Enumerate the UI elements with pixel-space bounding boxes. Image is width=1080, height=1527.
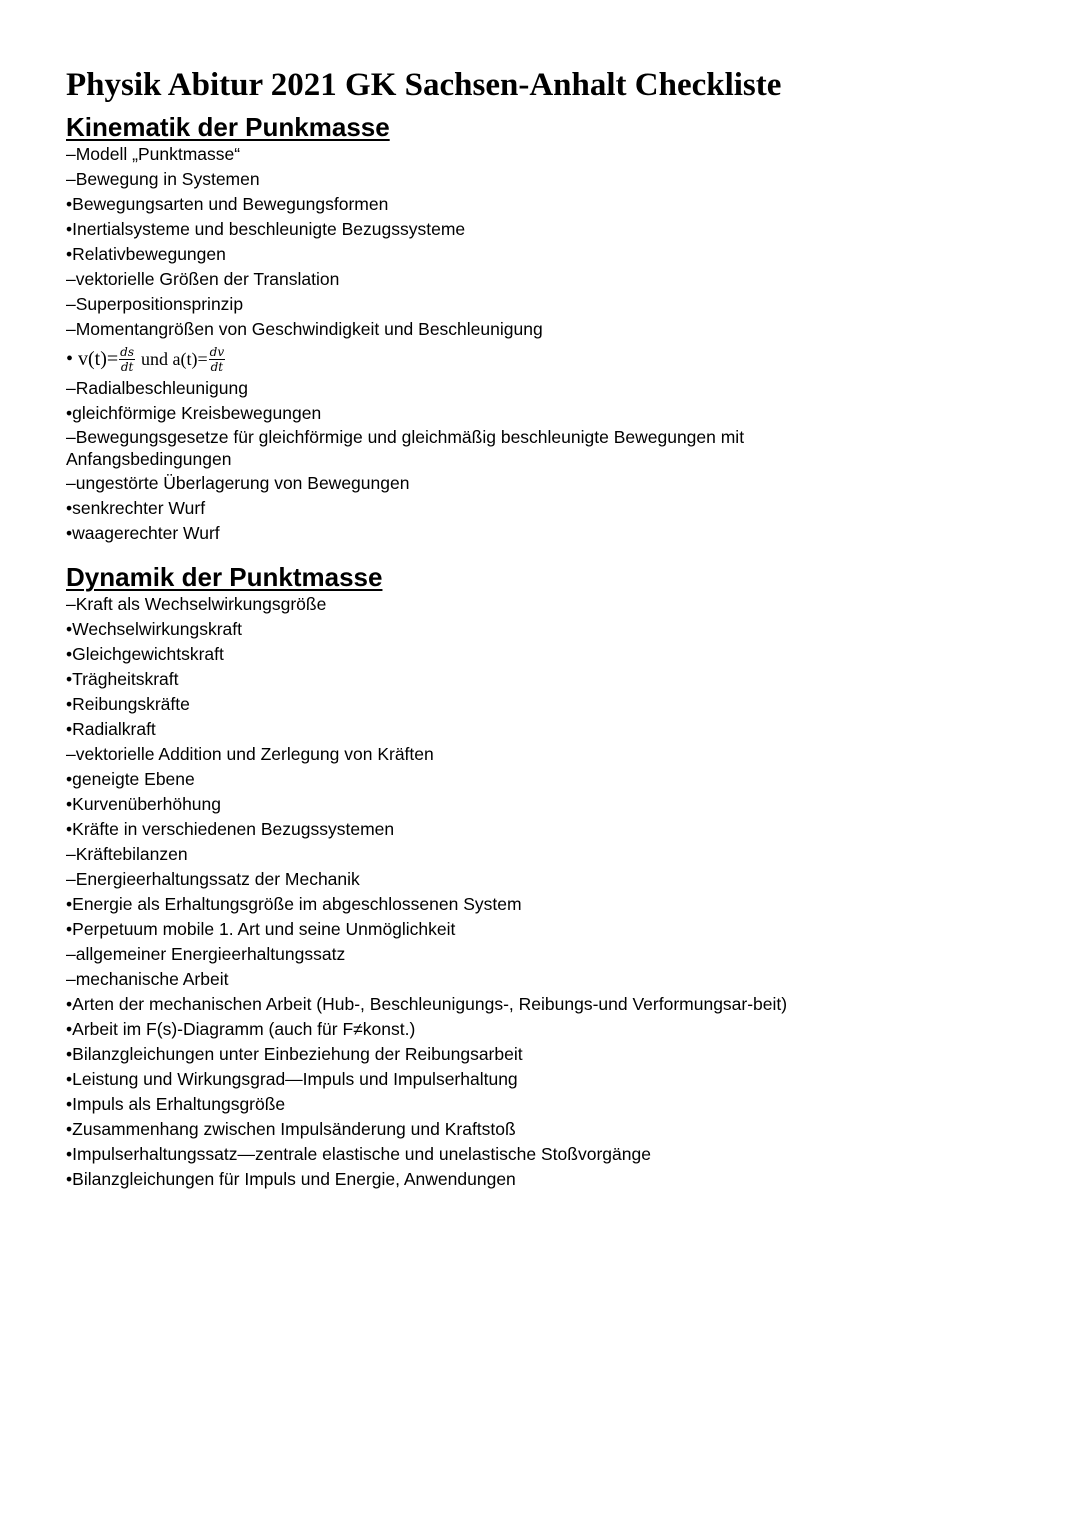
fraction-ds-numerator: ds [120,344,135,359]
section-kinematik [66,112,1056,546]
checklist-item-text: Bewegungsgesetze für gleichförmige und gleichmäßig beschleunigte Bewegungen mit Anfangsbedingungen [66,427,745,469]
list-marker: – [66,427,76,447]
list-marker: • [66,1119,73,1139]
document-title: Physik Abitur 2021 GK Sachsen-Anhalt Checkliste [66,67,782,103]
checklist-item [66,496,1056,521]
list-marker: – [66,969,76,989]
checklist-item-text: vektorielle Addition und Zerlegung von Kräften [75,744,434,764]
checklist-item-text: Kräftebilanzen [75,844,188,864]
checklist-item-text: Radialbeschleunigung [75,378,248,398]
checklist-item [66,942,1056,967]
list-marker: – [66,594,76,614]
checklist-item-text: Leistung und Wirkungsgrad—Impuls und Impulserhaltung [72,1069,518,1089]
checklist-item-text: Reibungskräfte [72,694,190,714]
list-marker: • [66,1169,73,1189]
checklist-item-text: Relativbewegungen [72,244,226,264]
checklist-item [66,292,1056,317]
checklist-item [66,376,1056,401]
checklist-item-text: vektorielle Größen der Translation [75,269,340,289]
list-marker: • [66,523,73,543]
list-marker: – [66,169,76,189]
checklist-item-text: geneigte Ebene [72,769,195,789]
checklist-item [66,617,1056,642]
velocity-acceleration-formula [66,342,1056,376]
checklist-item-text: Kräfte in verschiedenen Bezugssystemen [72,819,395,839]
checklist-item [66,692,1056,717]
checklist-item [66,642,1056,667]
checklist-item-text: Bilanzgleichungen für Impuls und Energie, Anwendungen [72,1169,516,1189]
checklist-item [66,667,1056,692]
checklist-item [66,142,1056,167]
checklist-item [66,521,1056,546]
fraction-dv-numerator: dv [209,344,225,359]
list-marker: • [66,244,73,264]
list-marker: • [66,994,73,1014]
checklist-item [66,242,1056,267]
checklist-item-text: Gleichgewichtskraft [72,644,224,664]
fraction-dv-denominator: dt [210,359,224,374]
section-heading-dynamik: Dynamik der Punktmasse [66,562,383,592]
checklist-item [66,767,1056,792]
checklist-item-text: Bilanzgleichungen unter Einbeziehung der Reibungsarbeit [72,1044,523,1064]
checklist-item [66,1167,1056,1192]
checklist-item-text: Wechselwirkungskraft [72,619,243,639]
list-marker: • [66,644,73,664]
list-marker: • [66,819,73,839]
checklist-item [66,471,1056,496]
checklist-item [66,1042,1056,1067]
checklist-item-text: ungestörte Überlagerung von Bewegungen [75,473,410,493]
list-marker: – [66,744,76,764]
list-marker: – [66,378,76,398]
fraction-ds-dt [119,346,135,373]
checklist-item-text: Superpositionsprinzip [75,294,244,314]
checklist-item-text: Trägheitskraft [72,669,179,689]
list-marker: • [66,619,73,639]
checklist-item [66,892,1056,917]
list-marker: • [66,1094,73,1114]
list-marker: – [66,144,76,164]
list-marker: • [66,669,73,689]
formula-connector: und a(t)= [141,349,208,369]
checklist-item-text: allgemeiner Energieerhaltungssatz [75,944,346,964]
checklist-kinematik-part-a [66,142,1056,342]
checklist-item-text: Energie als Erhaltungsgröße im abgeschlossenen System [72,894,522,914]
list-marker: – [66,319,76,339]
list-marker: • [66,769,73,789]
list-marker: – [66,269,76,289]
checklist-item-text: Kurvenüberhöhung [72,794,222,814]
list-marker: • [66,1069,73,1089]
list-marker: • [66,1044,73,1064]
list-marker: • [66,194,73,214]
list-marker: – [66,844,76,864]
list-marker: • [66,1019,73,1039]
checklist-item [66,867,1056,892]
checklist-item-text: Modell „Punktmasse“ [75,144,241,164]
checklist-item [66,717,1056,742]
checklist-item [66,1067,1056,1092]
checklist-item [66,817,1056,842]
checklist-item [66,792,1056,817]
list-marker: • [66,694,73,714]
checklist-item [66,167,1056,192]
checklist-item-text: mechanische Arbeit [75,969,229,989]
checklist-item [66,192,1056,217]
checklist-item [66,217,1056,242]
checklist-item-text: Kraft als Wechselwirkungsgröße [75,594,327,614]
list-marker: – [66,473,76,493]
checklist-kinematik-part-b [66,376,1056,546]
formula-v-lhs: v(t)= [78,348,119,370]
checklist-item [66,426,786,471]
checklist-item-text: Momentangrößen von Geschwindigkeit und Beschleunigung [75,319,543,339]
list-marker: • [66,1144,73,1164]
checklist-item [66,742,1056,767]
checklist-item [66,917,1056,942]
checklist-item [66,401,1056,426]
checklist-item-text: Bewegung in Systemen [75,169,260,189]
checklist-item-text: Bewegungsarten und Bewegungsformen [72,194,389,214]
checklist-item [66,967,1056,992]
list-marker: • [66,894,73,914]
list-marker: – [66,944,76,964]
checklist-item-text: Arten der mechanischen Arbeit (Hub-, Beschleunigungs-, Reibungs-und Verformungsar-beit) [72,994,788,1014]
list-marker: – [66,869,76,889]
checklist-item-text: Impuls als Erhaltungsgröße [72,1094,286,1114]
checklist-item-text: gleichförmige Kreisbewegungen [72,403,322,423]
checklist-item [66,1092,1056,1117]
list-marker: • [66,719,73,739]
list-marker: – [66,294,76,314]
checklist-item-text: senkrechter Wurf [72,498,206,518]
checklist-item-text: waagerechter Wurf [72,523,220,543]
checklist-item [66,592,1056,617]
checklist-item [66,267,1056,292]
checklist-item [66,1142,1056,1167]
checklist-item [66,1117,1056,1142]
checklist-item-text: Radialkraft [72,719,156,739]
list-marker: • [66,498,73,518]
checklist-item-text: Perpetuum mobile 1. Art und seine Unmöglichkeit [72,919,456,939]
section-heading-kinematik: Kinematik der Punkmasse [66,112,390,142]
checklist-item [66,1017,1056,1042]
fraction-ds-denominator: dt [120,359,134,374]
checklist-item [66,317,1056,342]
section-dynamik [66,562,1056,1192]
list-marker: • [66,794,73,814]
checklist-item-text: Impulserhaltungssatz—zentrale elastische und unelastische Stoßvorgänge [72,1144,651,1164]
list-marker: • [66,219,73,239]
formula-bullet: • [66,348,74,370]
checklist-item-text: Arbeit im F(s)-Diagramm (auch für F≠konst.) [72,1019,416,1039]
checklist-item-text: Zusammenhang zwischen Impulsänderung und Kraftstoß [72,1119,516,1139]
checklist-item [66,992,1056,1017]
list-marker: • [66,919,73,939]
document-page [66,64,1056,1192]
checklist-dynamik [66,592,1056,1192]
checklist-item [66,842,1056,867]
checklist-item-text: Energieerhaltungssatz der Mechanik [75,869,360,889]
checklist-item-text: Inertialsysteme und beschleunigte Bezugssysteme [72,219,466,239]
list-marker: • [66,403,73,423]
fraction-dv-dt [209,346,225,373]
